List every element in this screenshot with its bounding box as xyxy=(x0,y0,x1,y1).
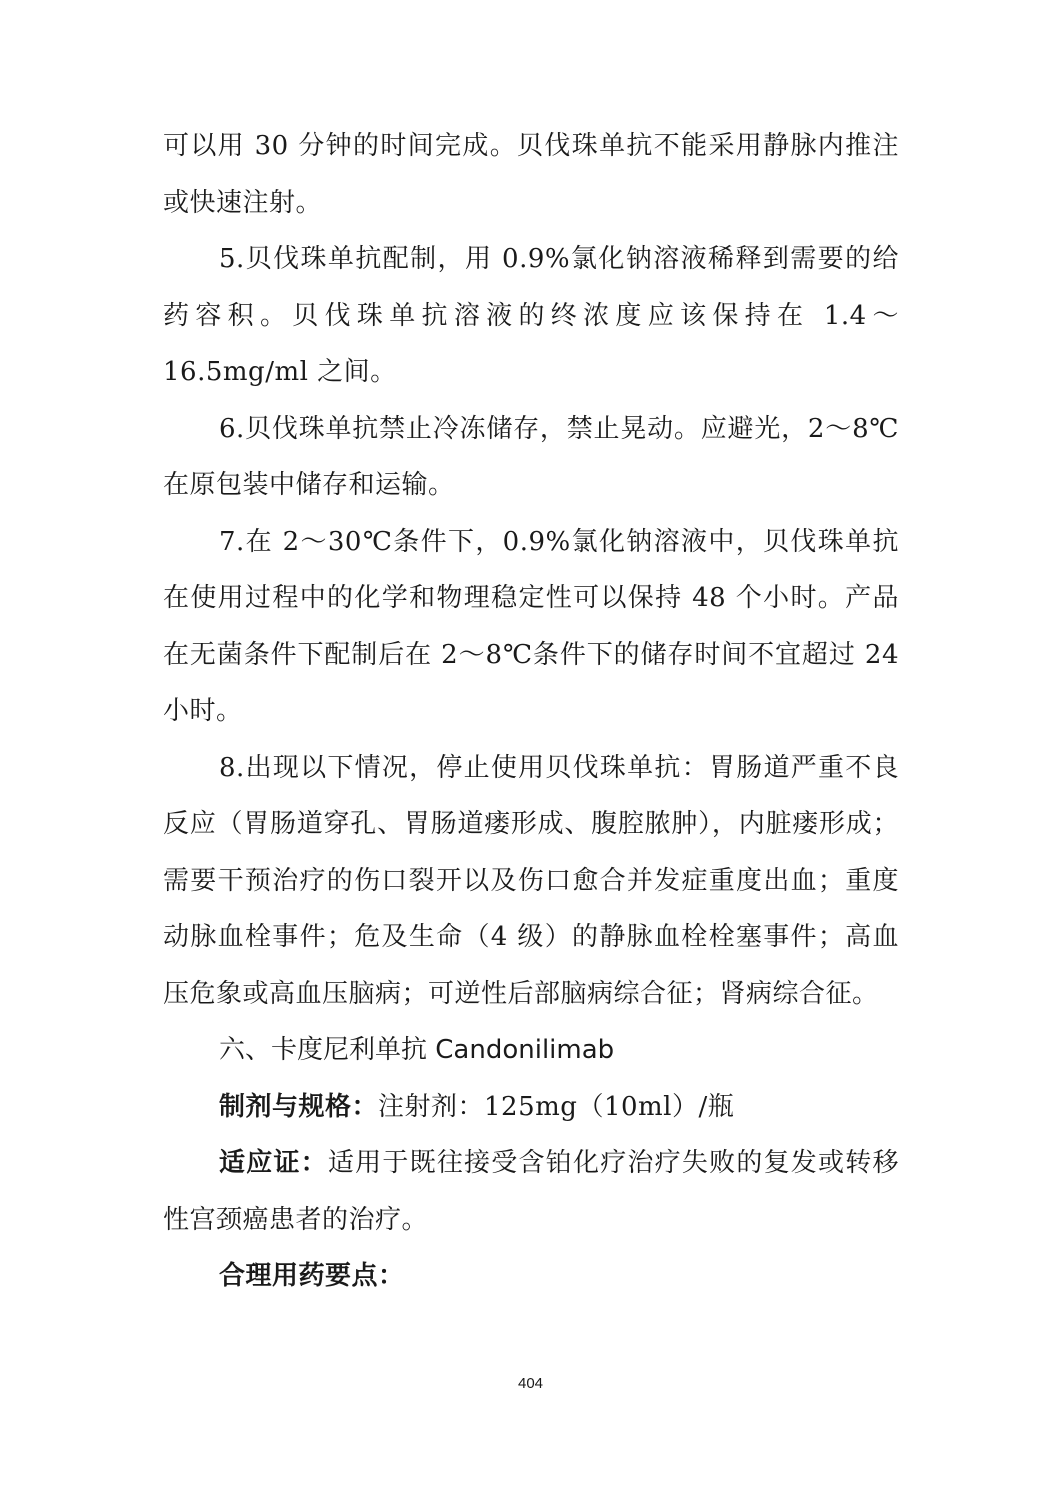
paragraph-continuation: 可以用 30 分钟的时间完成。贝伐珠单抗不能采用静脉内推注或快速注射。 xyxy=(163,131,899,218)
indication-label: 适应证： xyxy=(219,1148,328,1178)
indication-text: 适用于既往接受含铂化疗治疗失败的复发或转移性宫颈癌患者的治疗。 xyxy=(163,1148,899,1235)
key-points-label: 合理用药要点： xyxy=(219,1261,405,1291)
paragraph-item-7: 7.在 2～30℃条件下，0.9%氯化钠溶液中，贝伐珠单抗在使用过程中的化学和物理稳定性可以保持 48 个小时。产品在无菌条件下配制后在 2～8℃条件下的储存时间不宜超过 24 小时。 xyxy=(163,526,899,726)
paragraph-item-5: 5.贝伐珠单抗配制，用 0.9%氯化钠溶液稀释到需要的给药容积。贝伐珠单抗溶液的终浓度应该保持在 1.4～16.5mg/ml 之间。 xyxy=(163,244,899,387)
section-heading: 六、卡度尼利单抗 Candonilimab xyxy=(219,1035,615,1065)
formulation-text: 注射剂：125mg（10ml）/瓶 xyxy=(378,1091,735,1122)
paragraph-item-6: 6.贝伐珠单抗禁止冷冻储存，禁止晃动。应避光，2～8℃在原包装中储存和运输。 xyxy=(163,413,899,500)
key-points-paragraph xyxy=(163,1248,899,1305)
paragraph-item-8: 8.出现以下情况，停止使用贝伐珠单抗：胃肠道严重不良反应（胃肠道穿孔、胃肠道瘘形成、腹腔脓肿），内脏瘘形成；需要干预治疗的伤口裂开以及伤口愈合并发症重度出血；重度动脉血栓事件；危及生命（4 级）的静脉血栓栓塞事件；高血压危象或高血压脑病；可逆性后部脑病综合征；肾病综合征。 xyxy=(163,752,899,1009)
page-number: 404 xyxy=(517,1375,544,1392)
formulation-paragraph xyxy=(163,1079,899,1136)
formulation-label: 制剂与规格： xyxy=(219,1091,379,1122)
indication-paragraph xyxy=(163,1135,899,1248)
page-content xyxy=(163,118,899,1305)
